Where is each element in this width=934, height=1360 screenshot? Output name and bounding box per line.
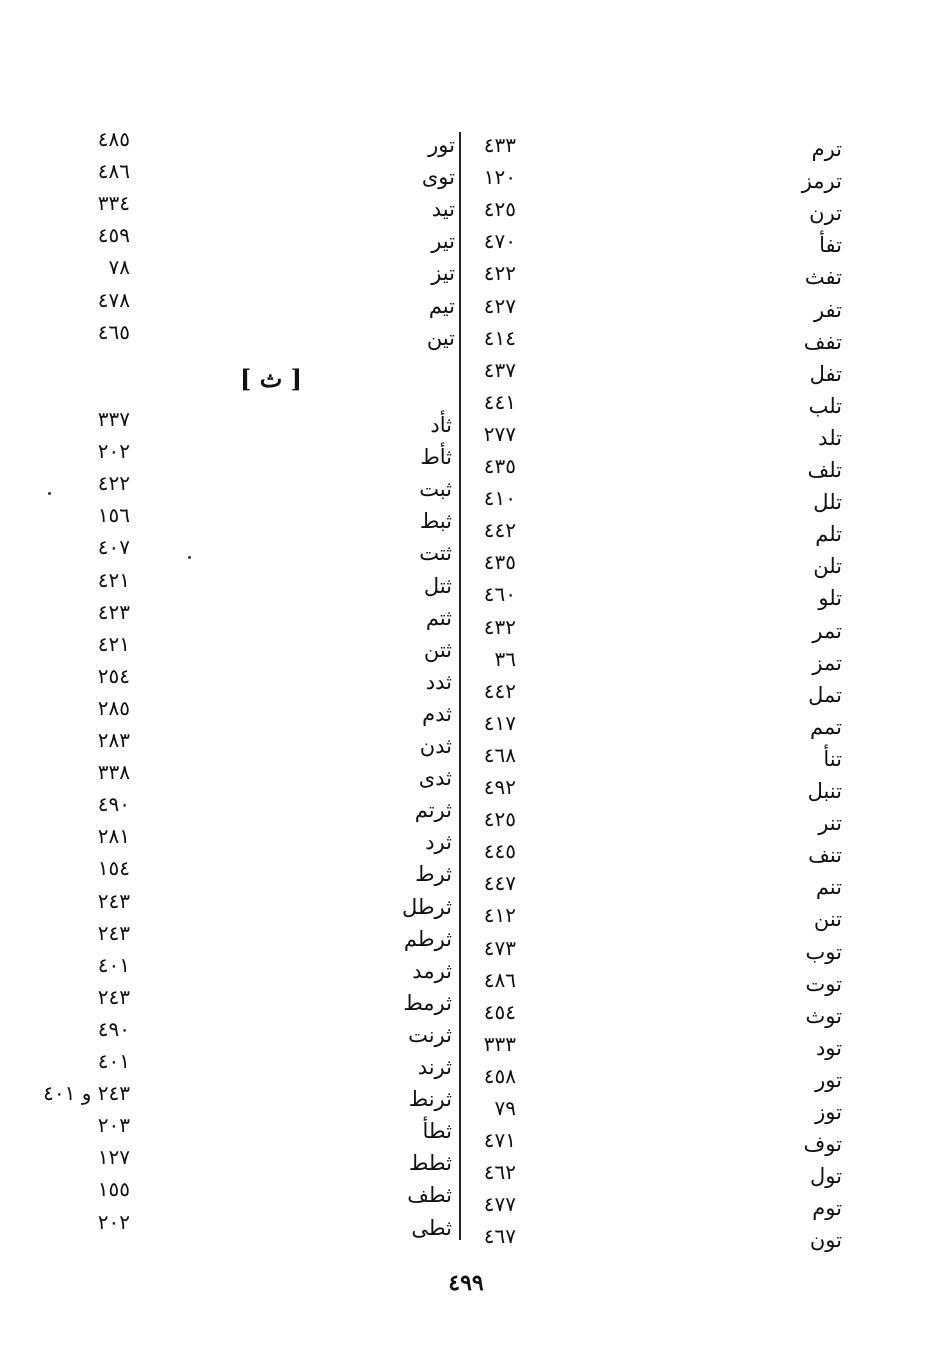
index-word: ثبت <box>419 477 452 501</box>
page-reference: ٤٦٧ <box>483 1224 516 1248</box>
index-word: ثرنط <box>408 1087 452 1111</box>
index-word: تول <box>810 1164 842 1188</box>
index-word: توث <box>805 1004 842 1028</box>
index-word: ثدن <box>419 734 452 758</box>
page-reference: ٣٣٤ <box>97 191 130 215</box>
page-reference: ٢٠٢ <box>97 1210 130 1234</box>
index-word: تمل <box>808 683 842 707</box>
page-reference: ٢٨٥ <box>97 696 130 720</box>
page-reference: ٤٨٦ <box>97 159 130 183</box>
index-word: ثدد <box>425 670 452 694</box>
index-word: ثأد <box>430 413 452 437</box>
index-word: تيد <box>431 197 455 221</box>
index-word: تمم <box>810 715 842 739</box>
index-word: ثرند <box>417 1055 452 1079</box>
index-word: تيز <box>431 261 455 285</box>
page-reference: ١٥٥ <box>97 1177 130 1201</box>
page-reference: ٤٠١ <box>97 953 130 977</box>
index-word: تلم <box>815 522 842 546</box>
page-reference: ٤٤٧ <box>483 871 516 895</box>
index-word: ثتل <box>423 574 452 598</box>
page-reference: ٢٤٣ <box>97 921 130 945</box>
index-word: ترم <box>811 137 842 161</box>
page-reference: ٤٨٦ <box>483 968 516 992</box>
index-word: ثرمد <box>412 959 452 983</box>
index-word: ثرتم <box>414 798 452 822</box>
page-reference: ٤٨٥ <box>97 127 130 151</box>
page-reference: ٤٧٠ <box>483 229 516 253</box>
page-reference: ٤٢٧ <box>483 294 516 318</box>
index-word: ثطى <box>411 1216 452 1240</box>
page-reference: ٤٣٢ <box>483 615 516 639</box>
page-reference: ٤٣٥ <box>483 550 516 574</box>
page-reference: ٣٣٧ <box>97 407 130 431</box>
page-reference: ٤٤١ <box>483 390 516 414</box>
page-reference: ٣٣٣ <box>483 1032 516 1056</box>
index-word: تفث <box>804 265 842 289</box>
page-reference: ٤١٢ <box>483 903 516 927</box>
index-word: ثرط <box>415 862 452 886</box>
index-word: تفأ <box>819 233 842 257</box>
index-word: ثدم <box>422 702 452 726</box>
page-number: ٤٩٩ <box>448 1270 484 1296</box>
index-word: ثتن <box>423 638 452 662</box>
index-word: تين <box>426 326 455 350</box>
page-reference: ٢٤٣ <box>97 889 130 913</box>
page-reference: ٤٠١ <box>97 1049 130 1073</box>
page-reference: ٤٦٨ <box>483 743 516 767</box>
index-word: تلف <box>807 458 842 482</box>
index-word: ثتم <box>425 606 452 630</box>
index-word: تور <box>428 133 455 157</box>
page-reference: ٤٧٣ <box>483 936 516 960</box>
page-reference: ٢٨٣ <box>97 728 130 752</box>
scan-speck <box>188 556 191 559</box>
page-reference: ٢٨١ <box>97 824 130 848</box>
page-reference: ٤٦٢ <box>483 1160 516 1184</box>
index-word: تلو <box>818 586 842 610</box>
page-reference: ٤٣٣ <box>483 133 516 157</box>
page-reference: ١٢٧ <box>97 1145 130 1169</box>
page-reference: ٤٧٧ <box>483 1192 516 1216</box>
index-word: ترمز <box>801 169 842 193</box>
page-reference: ٢٥٤ <box>97 664 130 688</box>
page-reference: ٤٩٠ <box>97 1017 130 1041</box>
page-reference: ١٥٤ <box>97 856 130 880</box>
index-word: تنر <box>818 811 842 835</box>
section-heading-tha: [ ث ] <box>239 364 302 393</box>
page-reference: ٤٥٨ <box>483 1064 516 1088</box>
page-reference: ٤٥٤ <box>483 1000 516 1024</box>
index-word: تلد <box>818 426 842 450</box>
index-word: تيم <box>428 294 455 318</box>
index-word: توف <box>803 1132 842 1156</box>
index-word: تنن <box>813 907 842 931</box>
column-divider <box>459 132 461 1240</box>
page-reference: ٤٣٥ <box>483 454 516 478</box>
index-word: توى <box>421 165 455 189</box>
index-word: تلل <box>813 490 842 514</box>
page-reference: ٤٠٧ <box>97 535 130 559</box>
index-word: تنأ <box>823 747 842 771</box>
page-reference: ٤٥٩ <box>97 223 130 247</box>
index-word: تون <box>809 1228 842 1252</box>
page-reference: ٤٢٥ <box>483 197 516 221</box>
index-word: ترن <box>809 201 842 225</box>
page-reference: ٤٢٣ <box>97 600 130 624</box>
page-reference: ٤٧١ <box>483 1128 516 1152</box>
index-word: ثطأ <box>422 1119 452 1143</box>
index-word: ثتت <box>419 541 452 565</box>
page-reference: ٤١٤ <box>483 326 516 350</box>
page-reference: ٤١٧ <box>483 711 516 735</box>
page-reference: ٢٤٣ و ٤٠١ <box>43 1081 130 1105</box>
index-word: تفل <box>809 362 842 386</box>
index-word: تمر <box>812 619 842 643</box>
page-reference: ٤٦٥ <box>97 320 130 344</box>
page-reference: ٢٤٣ <box>97 985 130 1009</box>
index-word: تور <box>815 1068 842 1092</box>
index-word: ثطط <box>408 1151 452 1175</box>
index-word: تلن <box>813 554 842 578</box>
page-reference: ٣٦ <box>494 647 516 671</box>
index-word: ثرطل <box>401 895 452 919</box>
page-reference: ٤٢٢ <box>483 261 516 285</box>
page-reference: ٢٧٧ <box>483 422 516 446</box>
index-word: توز <box>815 1100 842 1124</box>
index-word: تنبل <box>807 779 842 803</box>
index-word: توت <box>805 972 842 996</box>
page-reference: ١٥٦ <box>97 503 130 527</box>
scan-speck <box>48 492 51 495</box>
page-reference: ٢٠٢ <box>97 439 130 463</box>
index-word: تفف <box>803 330 842 354</box>
index-word: تمز <box>812 651 842 675</box>
page-reference: ٤٤٢ <box>483 679 516 703</box>
page-reference: ٤٢٥ <box>483 807 516 831</box>
index-word: ثبط <box>419 509 452 533</box>
page-reference: ١٢٠ <box>483 165 516 189</box>
index-word: ثطف <box>407 1183 452 1207</box>
index-word: ثدى <box>418 766 452 790</box>
index-word: تنم <box>815 875 842 899</box>
page-reference: ٤٦٠ <box>483 582 516 606</box>
page-reference: ٤٤٢ <box>483 518 516 542</box>
index-word: ثرنت <box>408 1023 452 1047</box>
page-reference: ٤٩٢ <box>483 775 516 799</box>
index-word: ثرد <box>425 830 452 854</box>
index-word: تير <box>431 229 455 253</box>
index-word: ثأط <box>420 445 452 469</box>
index-word: ثرمط <box>403 991 452 1015</box>
page-reference: ٢٠٣ <box>97 1113 130 1137</box>
index-word: توب <box>805 940 842 964</box>
index-word: ثرطم <box>403 927 452 951</box>
page-reference: ٤٧٨ <box>97 288 130 312</box>
index-word: تنف <box>808 843 842 867</box>
index-word: توم <box>812 1196 842 1220</box>
index-word: تلب <box>808 394 842 418</box>
page-reference: ٤٣٧ <box>483 358 516 382</box>
page-reference: ٤٢١ <box>97 568 130 592</box>
page-reference: ٤٢٢ <box>97 471 130 495</box>
page-reference: ٣٣٨ <box>97 760 130 784</box>
index-word: تفر <box>813 298 842 322</box>
page-reference: ٧٨ <box>108 255 130 279</box>
page-reference: ٤٤٥ <box>483 839 516 863</box>
page-reference: ٧٩ <box>494 1096 516 1120</box>
page-reference: ٤١٠ <box>483 486 516 510</box>
page-reference: ٤٢١ <box>97 632 130 656</box>
index-word: تود <box>815 1036 842 1060</box>
page-reference: ٤٩٠ <box>97 792 130 816</box>
